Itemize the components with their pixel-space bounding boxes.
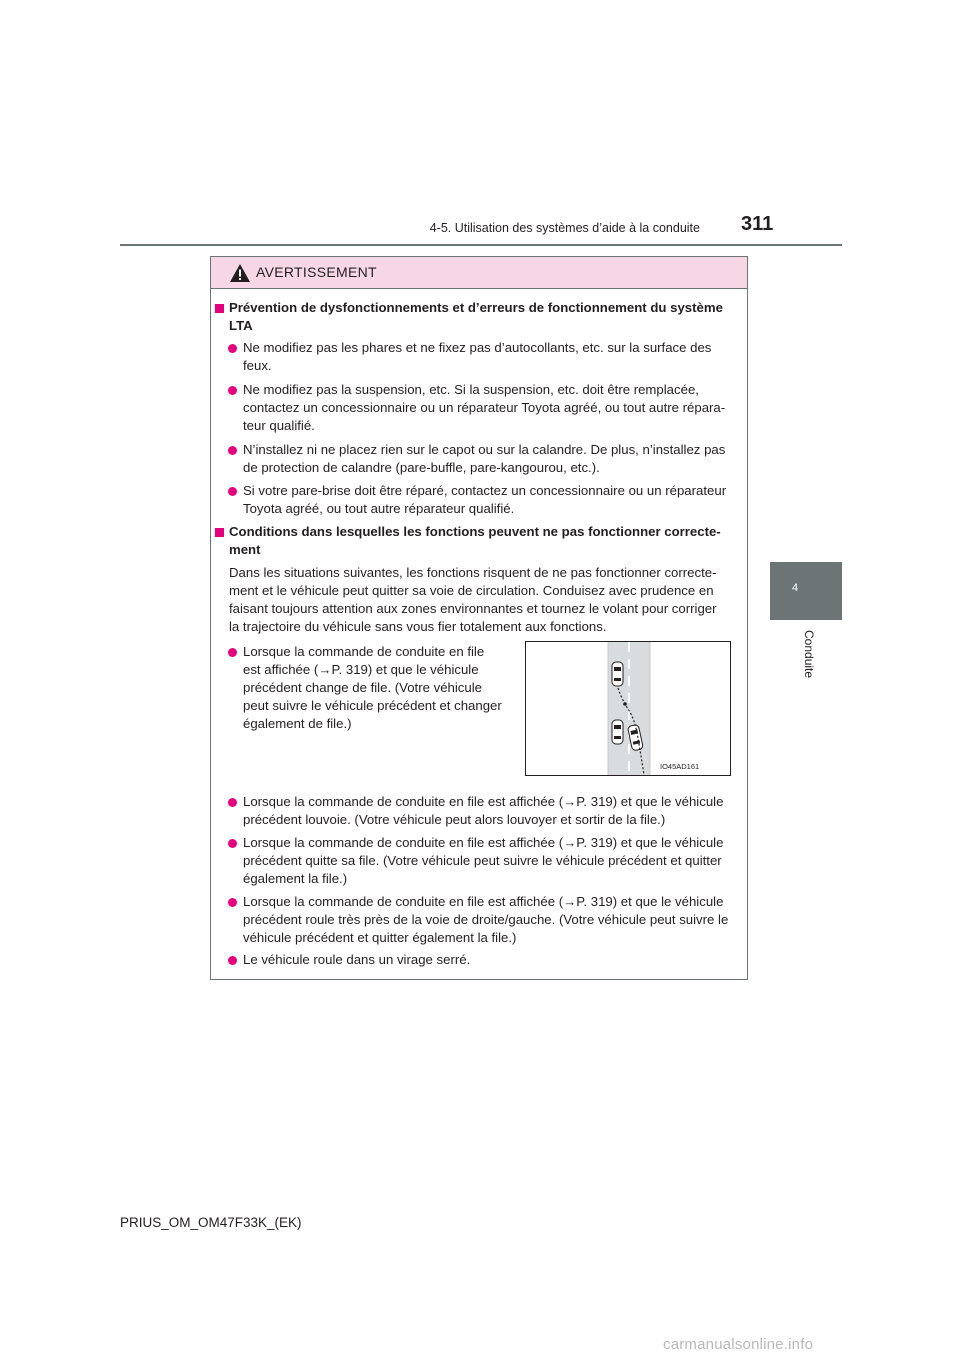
fig-item-line3: précédent change de file. (Votre véhicule bbox=[243, 680, 482, 695]
warning-title: AVERTISSEMENT bbox=[256, 264, 377, 280]
s2-item2-line2: précédent quitte sa file. (Votre véhicule peut suivre le véhicule précédent et quitter bbox=[243, 853, 722, 868]
s1-item3-line1: N’installez ni ne placez rien sur le capot ou sur la calandre. De plus, n’installez pas bbox=[243, 442, 726, 457]
bullet-icon bbox=[228, 798, 237, 807]
section-header: 4-5. Utilisation des systèmes d’aide à la conduite bbox=[429, 221, 700, 235]
s1-item1-line1: Ne modifiez pas les phares et ne fixez pas d’autocollants, etc. sur la surface des bbox=[243, 340, 712, 355]
fig-item-line2: est affichée (→P. 319) et que le véhicule bbox=[243, 662, 479, 677]
s2-item3-line1: Lorsque la commande de conduite en file est affichée (→P. 319) et que le véhicule bbox=[243, 894, 724, 909]
warning-header bbox=[211, 257, 747, 289]
s2-item2-line3: également la file.) bbox=[243, 871, 348, 886]
vehicle-icon bbox=[612, 720, 623, 744]
section-marker-icon bbox=[215, 304, 224, 313]
bullet-icon bbox=[228, 344, 237, 353]
bullet-icon bbox=[228, 648, 237, 657]
s2-intro-line2: ment et le véhicule peut quitter sa voie de circulation. Conduisez avec prudence en bbox=[229, 583, 714, 598]
s1-item2-line2: contactez un concessionnaire ou un réparateur Toyota agréé, ou tout autre répara- bbox=[243, 400, 726, 415]
section1-heading-line1: Prévention de dysfonctionnements et d’erreurs de fonctionnement du système bbox=[229, 300, 723, 315]
s1-item2-line1: Ne modifiez pas la suspension, etc. Si la suspension, etc. doit être remplacée, bbox=[243, 382, 699, 397]
s2-intro-line1: Dans les situations suivantes, les fonctions risquent de ne pas fonctionner correcte- bbox=[229, 565, 717, 580]
section2-heading-line2: ment bbox=[229, 542, 261, 557]
header-rule bbox=[120, 244, 842, 246]
s1-item2-line3: teur qualifié. bbox=[243, 418, 315, 433]
bullet-icon bbox=[228, 898, 237, 907]
bullet-icon bbox=[228, 386, 237, 395]
s2-item1-line2: précédent louvoie. (Votre véhicule peut alors louvoyer et sortir de la file.) bbox=[243, 812, 666, 827]
lane-illustration bbox=[526, 642, 730, 775]
s2-item3-line2: précédent roule très près de la voie de droite/gauche. (Votre véhicule peut suivre le bbox=[243, 912, 729, 927]
warning-box bbox=[210, 256, 748, 980]
section1-heading-line2: LTA bbox=[229, 318, 253, 333]
s2-intro-line4: la trajectoire du véhicule sans vous fier totalement aux fonctions. bbox=[229, 619, 607, 634]
bullet-icon bbox=[228, 446, 237, 455]
fig-item-line5: également de file.) bbox=[243, 716, 352, 731]
page-number: 311 bbox=[741, 213, 774, 235]
chapter-number: 4 bbox=[792, 582, 799, 594]
s2-intro-line3: faisant toujours attention aux zones environnantes et tournez le volant pour corriger bbox=[229, 601, 717, 616]
warning-triangle-icon bbox=[229, 263, 251, 283]
s1-item3-line2: de protection de calandre (pare-buffle, pare-kangourou, etc.). bbox=[243, 460, 600, 475]
bullet-icon bbox=[228, 839, 237, 848]
s1-item4-line1: Si votre pare-brise doit être réparé, contactez un concessionnaire ou un réparateur bbox=[243, 483, 727, 498]
chapter-tab bbox=[770, 562, 842, 620]
section-marker-icon bbox=[215, 528, 224, 537]
watermark: carmanualsonline.info bbox=[663, 1336, 814, 1353]
fig-item-line4: peut suivre le véhicule précédent et changer bbox=[243, 698, 502, 713]
lane-change-figure bbox=[525, 641, 731, 776]
section2-heading-line1: Conditions dans lesquelles les fonctions peuvent ne pas fonctionner correcte- bbox=[229, 524, 721, 539]
s1-item4-line2: Toyota agréé, ou tout autre réparateur qualifié. bbox=[243, 501, 515, 516]
s2-item2-line1: Lorsque la commande de conduite en file est affichée (→P. 319) et que le véhicule bbox=[243, 835, 724, 850]
figure-code: IO45AD161 bbox=[660, 762, 700, 771]
s2-item4-line1: Le véhicule roule dans un virage serré. bbox=[243, 952, 471, 967]
s2-item1-line1: Lorsque la commande de conduite en file est affichée (→P. 319) et que le véhicule bbox=[243, 794, 724, 809]
s2-item3-line3: véhicule précédent et quitter également la file.) bbox=[243, 930, 517, 945]
chapter-label: Conduite bbox=[802, 630, 816, 679]
preceding-vehicle-icon bbox=[612, 662, 623, 686]
s1-item1-line2: feux. bbox=[243, 358, 272, 373]
fig-item-line1: Lorsque la commande de conduite en file bbox=[243, 644, 485, 659]
bullet-icon bbox=[228, 487, 237, 496]
bullet-icon bbox=[228, 956, 237, 965]
doc-code: PRIUS_OM_OM47F33K_(EK) bbox=[120, 1215, 302, 1230]
